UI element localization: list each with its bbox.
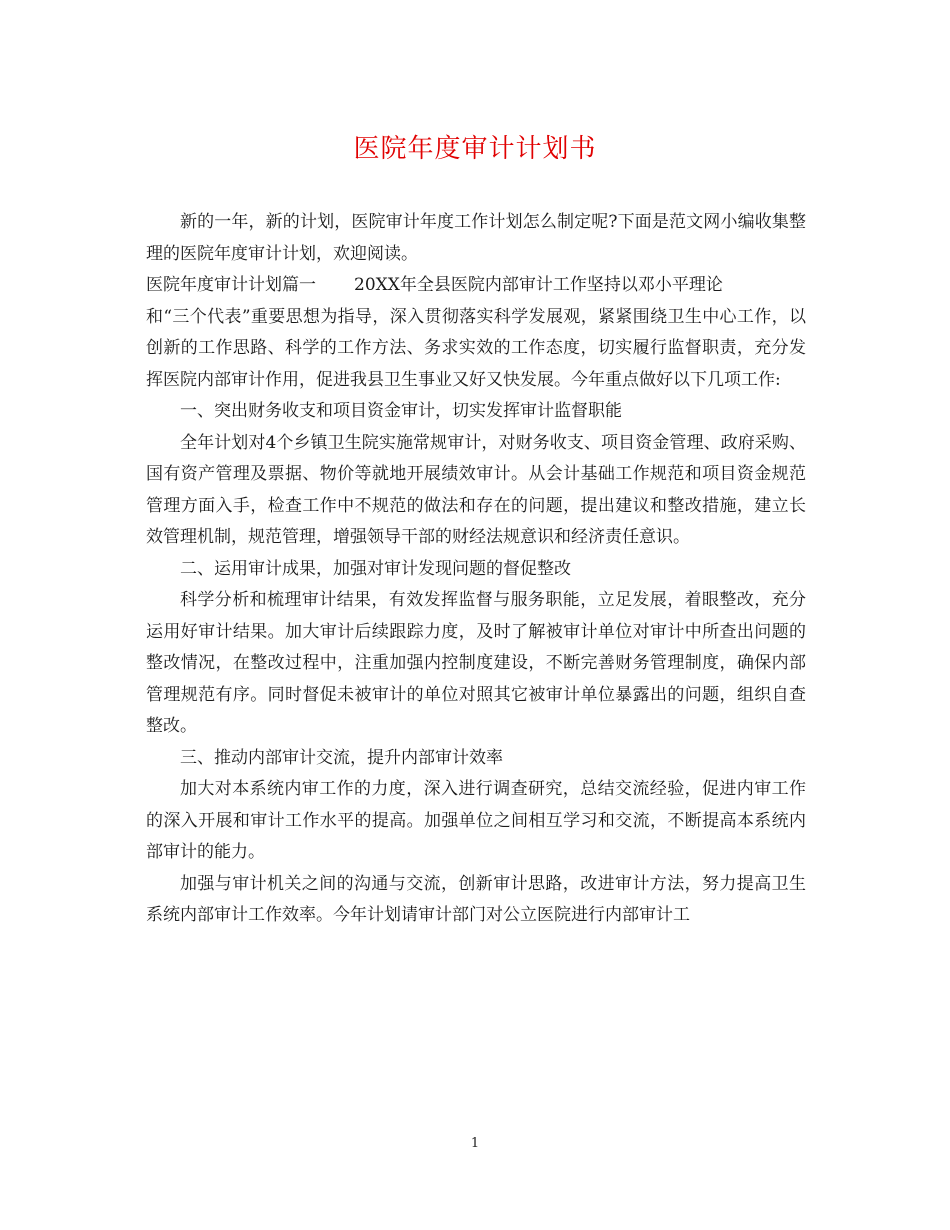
- section-first-line: [146, 270, 806, 302]
- section-continuation: 和“三个代表”重要思想为指导，深入贯彻落实科学发展观，紧紧围绕卫生中心工作，以创新的工作思路、科学的工作方法、务求实效的工作态度，切实履行监督职责，充分发挥医院内部审计作用，促进我县卫生事业又好又快发展。今年重点做好以下几项工作:: [146, 306, 806, 390]
- section-label: 医院年度审计计划篇一: [146, 275, 316, 295]
- document-title: 医院年度审计计划书: [353, 134, 597, 164]
- page-number: 1: [470, 1136, 480, 1151]
- document-body: [146, 207, 806, 932]
- heading-3: 三、推动内部审计交流，提升内部审计效率: [180, 747, 503, 768]
- paragraph-3: 加大对本系统内审工作的力度，深入进行调查研究，总结交流经验，促进内审工作的深入开展和审计工作水平的提高。加强单位之间相互学习和交流，不断提高本系统内部审计的能力。: [146, 779, 806, 862]
- paragraph-1: 全年计划对4个乡镇卫生院实施常规审计，对财务收支、项目资金管理、政府采购、国有资产管理及票据、物价等就地开展绩效审计。从会计基础工作规范和项目资金规范管理方面入手，检查工作中不规范的做法和存在的问题，提出建议和整改措施，建立长效管理机制，规范管理，增强领导干部的财经法规意识和经济责任意识。: [146, 432, 806, 547]
- intro-paragraph: 新的一年，新的计划，医院审计年度工作计划怎么制定呢?下面是范文网小编收集整理的医院年度审计计划，欢迎阅读。: [146, 212, 806, 264]
- paragraph-4: 加强与审计机关之间的沟通与交流，创新审计思路，改进审计方法，努力提高卫生系统内部审计工作效率。今年计划请审计部门对公立医院进行内部审计工: [146, 873, 806, 925]
- heading-2: 二、运用审计成果，加强对审计发现问题的督促整改: [180, 558, 571, 579]
- section-start: 20XX年全县医院内部审计工作坚持以邓小平理论: [354, 275, 723, 295]
- paragraph-2: 科学分析和梳理审计结果，有效发挥监督与服务职能，立足发展，着眼整改，充分运用好审计结果。加大审计后续跟踪力度，及时了解被审计单位对审计中所查出问题的整改情况，在整改过程中，注重加强内控制度建设，不断完善财务管理制度，确保内部管理规范有序。同时督促未被审计的单位对照其它被审计单位暴露出的问题，组织自查整改。: [146, 590, 806, 736]
- heading-1: 一、突出财务收支和项目资金审计，切实发挥审计监督职能: [180, 401, 622, 421]
